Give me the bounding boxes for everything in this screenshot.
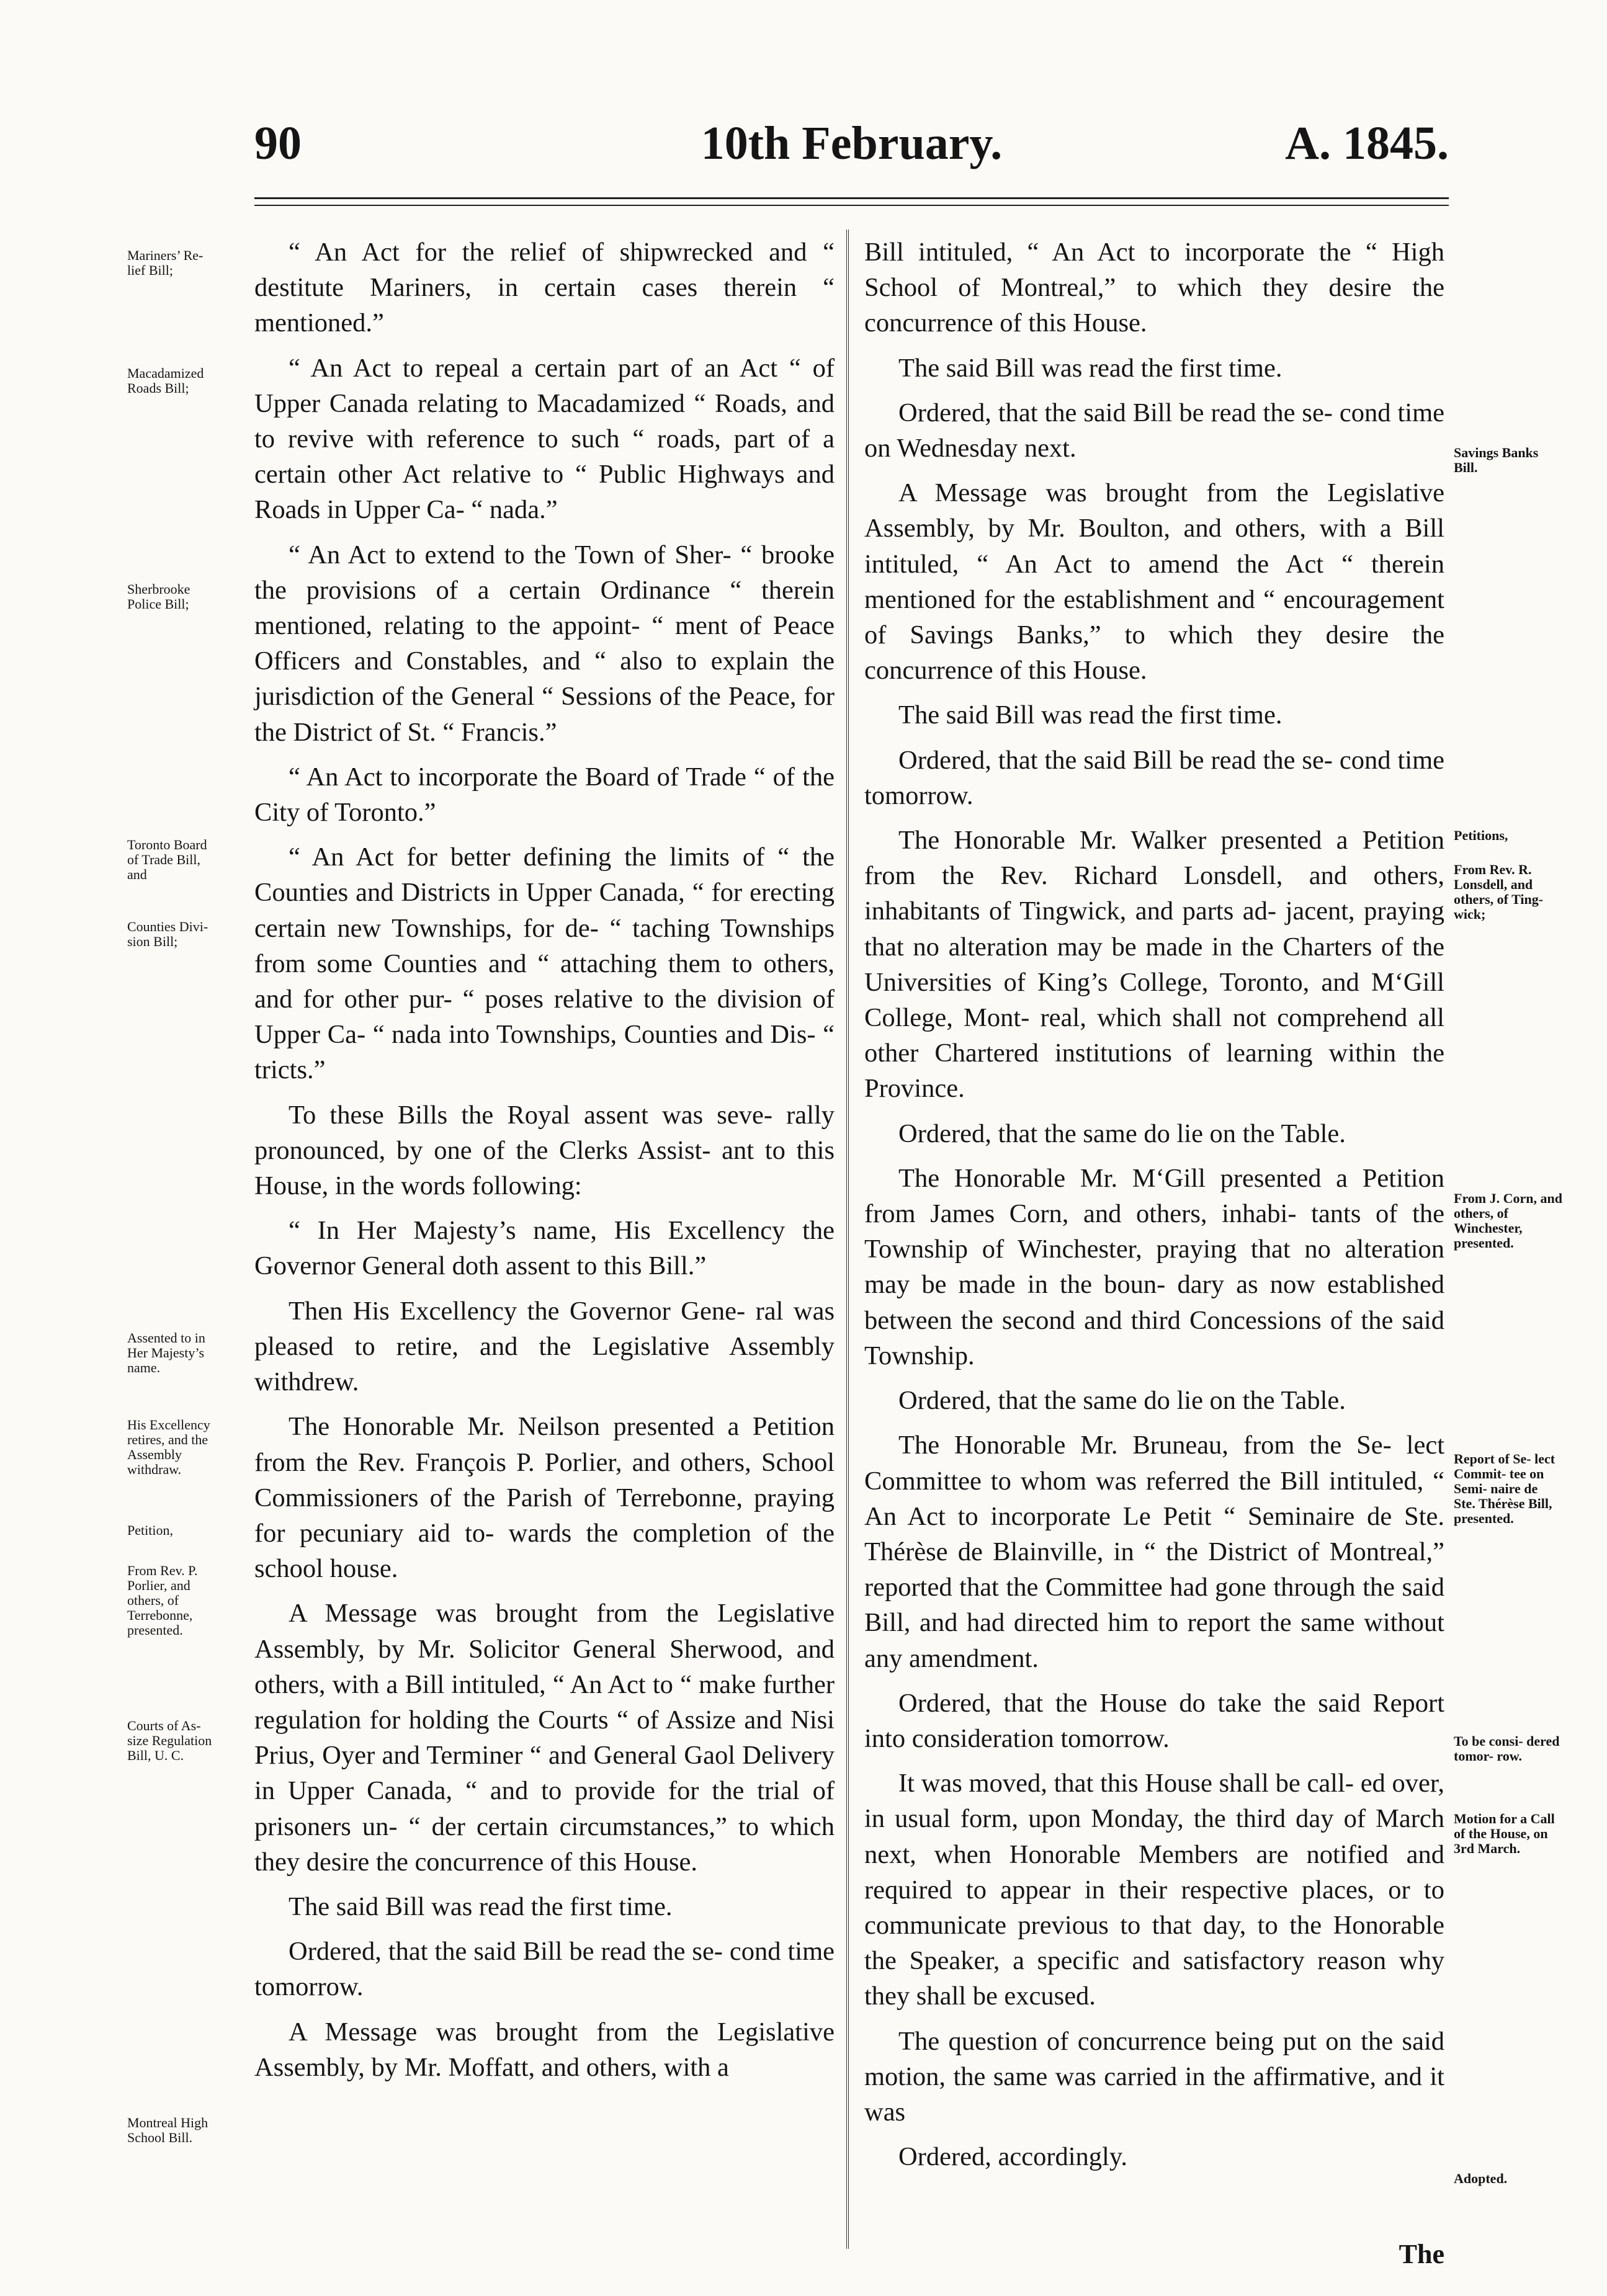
paragraph: “ In Her Majesty’s name, His Excellency the Governor General doth assent to this Bill.” — [254, 1216, 835, 1281]
margin-note: Sherbrooke Police Bill; — [127, 581, 190, 612]
margin-note: From Rev. R. Lonsdell, and others, of Ting- wick; — [1454, 862, 1544, 922]
paragraph: Ordered, that the said Bill be read the se- cond time on Wednesday next. — [864, 398, 1444, 463]
paragraph: Then His Excellency the Governor Gene- ral was pleased to retire, and the Legislative Assembly withdrew. — [254, 1296, 835, 1397]
paragraph: The Honorable Mr. Bruneau, from the Se- lect Committee to whom was referred the Bill intituled, “ An Act to incorporate Le Petit “ Seminaire de Ste. Thérèse de Blainville, in “ the District of Montreal,” reported that the Committee had gone through the said Bill, and had directed him to report the same without any amendment. — [864, 1431, 1444, 1673]
paragraph: The said Bill was read the first time. — [898, 353, 1282, 383]
header-date: 10th February. — [701, 117, 1003, 169]
margin-note: Petitions, — [1454, 828, 1508, 843]
paragraph: The Honorable Mr. Walker presented a Petition from the Rev. Richard Lonsdell, and others, inhabitants of Tingwick, and parts ad- jacent, praying that no alteration may be made in the Charters of the Universities of King’s College, Toronto, and M‘Gill College, Mont- real, which shall not comprehend all other Chartered institutions of learning within the Province. — [864, 826, 1444, 1104]
margin-note: Adopted. — [1454, 2171, 1508, 2186]
margin-note: Toronto Board of Trade Bill, and — [127, 837, 207, 882]
margin-note: Assented to in Her Majesty’s name. — [127, 1330, 205, 1375]
paragraph: The Honorable Mr. Neilson presented a Petition from the Rev. François P. Porlier, and others, School Commissioners of the Parish of Terrebonne, praying for pecuniary aid to- wards the completion of the school house. — [254, 1412, 835, 1584]
margin-note: Savings Banks Bill. — [1454, 445, 1539, 475]
paragraph: The Honorable Mr. M‘Gill presented a Petition from James Corn, and others, inhabi- tants of the Township of Winchester, praying that no alteration may be made in the boun- dary as now established between the second and third Concessions of the said Township. — [864, 1163, 1444, 1370]
margin-note: His Excellency retires, and the Assembly withdraw. — [127, 1417, 210, 1477]
margin-note: Petition, — [127, 1522, 173, 1538]
paragraph: Ordered, that the same do lie on the Table. — [898, 1386, 1346, 1416]
paragraph: To these Bills the Royal assent was seve- rally pronounced, by one of the Clerks Assist- ant to this House, in the words following: — [254, 1100, 835, 1201]
margin-note: From J. Corn, and others, of Winchester, presented. — [1454, 1190, 1562, 1251]
left-column — [254, 235, 835, 2094]
margin-note: Macadamized Roads Bill; — [127, 365, 204, 396]
margin-note: Counties Divi- sion Bill; — [127, 919, 208, 949]
paragraph: Ordered, that the same do lie on the Table. — [898, 1119, 1346, 1148]
page-number: 90 — [254, 117, 302, 169]
margin-note: Motion for a Call of the House, on 3rd March. — [1454, 1811, 1555, 1856]
paragraph: The said Bill was read the first time. — [898, 700, 1282, 730]
paragraph: Ordered, accordingly. — [898, 2142, 1127, 2172]
margin-note: From Rev. P. Porlier, and others, of Terrebonne, presented. — [127, 1563, 198, 1638]
paragraph: The said Bill was read the first time. — [289, 1892, 673, 1921]
margin-note: Mariners’ Re- lief Bill; — [127, 248, 204, 278]
right-column — [864, 235, 1444, 2184]
paragraph: “ An Act to extend to the Town of Sher- “ brooke the provisions of a certain Ordinance “ therein mentioned, relating to the appoint- “ ment of Peace Officers and Constables, and “ also to explain the jurisdiction of the General “ Sessions of the Peace, for the District of St. “ Francis.” — [254, 540, 835, 747]
paragraph: “ An Act for better defining the limits of “ the Counties and Districts in Upper Canada, “ for erecting certain new Townships, for de- “ taching Townships from some Counties and “ attaching them to others, and for other pur- “ poses relative to the division of Upper Ca- “ nada into Townships, Counties and Dis- “ tricts.” — [254, 842, 835, 1085]
paragraph: The question of concurrence being put on the said motion, the same was carried in the affirmative, and it was — [864, 2026, 1444, 2127]
margin-note: Montreal High School Bill. — [127, 2115, 208, 2145]
margin-note: Report of Se- lect Commit- tee on Semi- naire de Ste. Thérèse Bill, presented. — [1454, 1451, 1556, 1526]
paragraph: Ordered, that the said Bill be read the se- cond time tomorrow. — [864, 745, 1444, 810]
paragraph: A Message was brought from the Legislative Assembly, by Mr. Moffatt, and others, with a — [254, 2017, 835, 2082]
header-year: A. 1845. — [1285, 117, 1449, 169]
paragraph: It was moved, that this House shall be call- ed over, in usual form, upon Monday, the third day of March next, when Honorable Members are notified and required to appear in their respective places, or to communicate previous to that day, to the Honorable the Speaker, a specific and satisfactory reason why they shall be excused. — [864, 1769, 1444, 2011]
paragraph: A Message was brought from the Legislative Assembly, by Mr. Solicitor General Sherwood, and others, with a Bill intituled, “ An Act to “ make further regulation for holding the Courts “ of Assize and Nisi Prius, Oyer and Terminer “ and General Gaol Delivery in Upper Canada, “ and to provide for the trial of prisoners un- “ der certain circumstances,” to which they desire the concurrence of this House. — [254, 1599, 835, 1877]
margin-note: Courts of As- size Regulation Bill, U. C. — [127, 1718, 212, 1763]
header-rule-thin — [254, 205, 1449, 206]
column-divider — [846, 230, 849, 2249]
paragraph: “ An Act to incorporate the Board of Trade “ of the City of Toronto.” — [254, 762, 835, 828]
paragraph: “ An Act to repeal a certain part of an Act “ of Upper Canada relating to Macadamized “ Roads, and to revive with reference to such “ roads, part of a certain other Act relative to “ Public Highways and Roads in Upper Ca- “ nada.” — [254, 353, 835, 525]
paragraph: “ An Act for the relief of shipwrecked and “ destitute Mariners, in certain cases therein “ mentioned.” — [254, 238, 835, 338]
catchword: The — [1399, 2239, 1444, 2269]
paragraph: Ordered, that the House do take the said Report into consideration tomorrow. — [864, 1688, 1444, 1753]
paragraph: Ordered, that the said Bill be read the se- cond time tomorrow. — [254, 1937, 835, 2002]
margin-note: To be consi- dered tomor- row. — [1454, 1733, 1560, 1764]
header-rule — [254, 197, 1449, 199]
paragraph: Bill intituled, “ An Act to incorporate the “ High School of Montreal,” to which they desire the concurrence of this House. — [864, 238, 1444, 338]
page-header — [254, 117, 1449, 172]
paragraph: A Message was brought from the Legislative Assembly, by Mr. Boulton, and others, with a Bill intituled, “ An Act to amend the Act “ therein mentioned for the establishment and “ encouragement of Savings Banks,” to which they desire the concurrence of this House. — [864, 478, 1444, 686]
